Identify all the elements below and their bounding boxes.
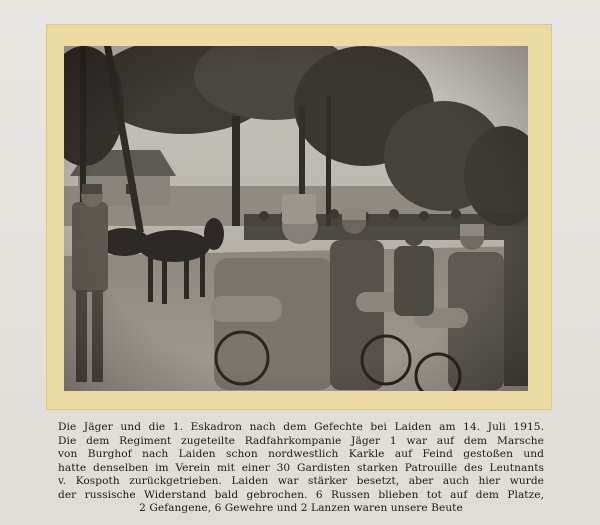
caption-line: Die dem Regiment zugeteilte Radfahrkompanie Jäger 1 war auf dem Marsche (58, 434, 544, 447)
caption-line: v. Kospoth zurückgetrieben. Laiden war stärker besetzt, aber auch hier wurde (58, 475, 544, 487)
caption-line: Die Jäger und die 1. Eskadron nach dem Gefechte bei Laiden am 14. Juli 1915. (58, 421, 544, 433)
photo-caption (58, 421, 544, 516)
caption-line: von Burghof nach Laiden schon nordwestlich Karkle auf Feind gestoßen und (58, 448, 544, 460)
caption-line: der russische Widerstand bald gebrochen. 6 Russen blieben tot auf dem Platze, (58, 488, 544, 501)
caption-line: 2 Gefangene, 6 Gewehre und 2 Lanzen waren unsere Beute (139, 502, 463, 514)
caption-line: hatte denselben im Verein mit einer 30 Gardisten starken Patrouille des Leutnants (58, 461, 544, 474)
historical-photograph (64, 46, 528, 391)
